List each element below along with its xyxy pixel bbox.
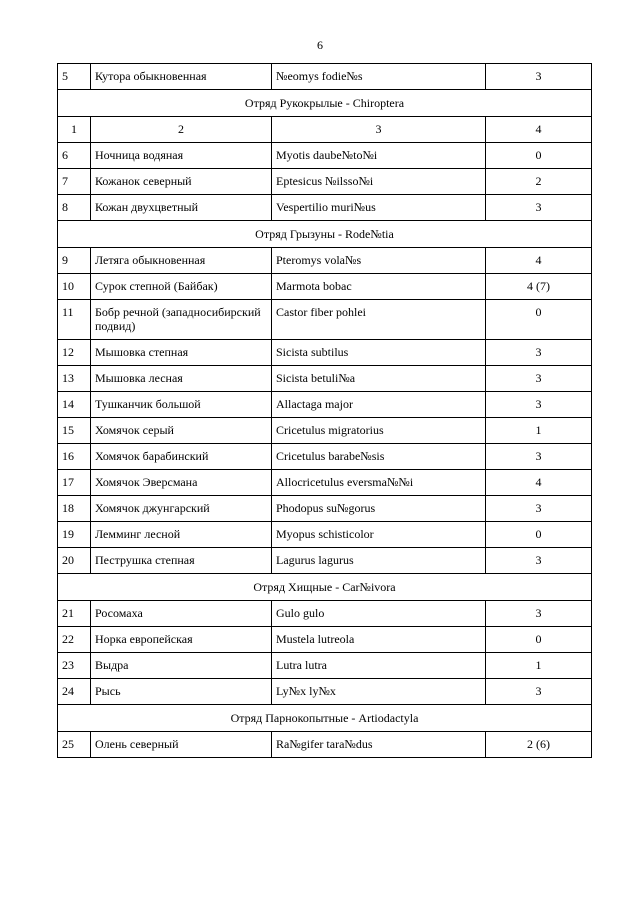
- category-cell: 0: [486, 627, 592, 653]
- table-row: [58, 340, 592, 366]
- table-row: [58, 732, 592, 758]
- row-number-cell: 8: [58, 195, 91, 221]
- row-number-cell: 18: [58, 496, 91, 522]
- section-title: Отряд Парнокопытные - Artiodactyla: [58, 705, 592, 732]
- category-cell: 4: [486, 248, 592, 274]
- page-number: 6: [317, 38, 323, 52]
- row-number-cell: 16: [58, 444, 91, 470]
- latin-name-cell: Ra№gifer tara№dus: [272, 732, 486, 758]
- table-row: [58, 548, 592, 574]
- category-cell: 3: [486, 679, 592, 705]
- table-row: [58, 601, 592, 627]
- latin-name-cell: Phodopus su№gorus: [272, 496, 486, 522]
- russian-name-cell: Олень северный: [91, 732, 272, 758]
- category-cell: 0: [486, 143, 592, 169]
- table-row: [58, 248, 592, 274]
- category-cell: 3: [486, 601, 592, 627]
- latin-name-cell: Lutra lutra: [272, 653, 486, 679]
- column-number-row: [58, 117, 592, 143]
- column-number-cell: 2: [91, 117, 272, 143]
- russian-name-cell: Хомячок серый: [91, 418, 272, 444]
- category-cell: 2: [486, 169, 592, 195]
- row-number-cell: 21: [58, 601, 91, 627]
- category-cell: 1: [486, 653, 592, 679]
- category-cell: 0: [486, 522, 592, 548]
- russian-name-cell: Летяга обыкновенная: [91, 248, 272, 274]
- table-row: [58, 392, 592, 418]
- row-number-cell: 19: [58, 522, 91, 548]
- row-number-cell: 6: [58, 143, 91, 169]
- table-row: [58, 64, 592, 90]
- category-cell: 1: [486, 418, 592, 444]
- row-number-cell: 11: [58, 300, 91, 340]
- table-row: [58, 522, 592, 548]
- latin-name-cell: Lagurus lagurus: [272, 548, 486, 574]
- russian-name-cell: Хомячок барабинский: [91, 444, 272, 470]
- latin-name-cell: Vespertilio muri№us: [272, 195, 486, 221]
- russian-name-cell: Лемминг лесной: [91, 522, 272, 548]
- category-cell: 3: [486, 444, 592, 470]
- latin-name-cell: Allactaga major: [272, 392, 486, 418]
- latin-name-cell: Cricetulus migratorius: [272, 418, 486, 444]
- table-row: [58, 418, 592, 444]
- latin-name-cell: Marmota bobac: [272, 274, 486, 300]
- latin-name-cell: Allocricetulus eversma№№i: [272, 470, 486, 496]
- russian-name-cell: Кутора обыкновенная: [91, 64, 272, 90]
- latin-name-cell: Myopus schisticolor: [272, 522, 486, 548]
- section-title: Отряд Грызуны - Rode№tia: [58, 221, 592, 248]
- category-cell: 3: [486, 64, 592, 90]
- latin-name-cell: Sicista subtilus: [272, 340, 486, 366]
- russian-name-cell: Хомячок Эверсмана: [91, 470, 272, 496]
- russian-name-cell: Кожанок северный: [91, 169, 272, 195]
- row-number-cell: 24: [58, 679, 91, 705]
- category-cell: 4: [486, 470, 592, 496]
- row-number-cell: 12: [58, 340, 91, 366]
- table-row: [58, 627, 592, 653]
- row-number-cell: 22: [58, 627, 91, 653]
- russian-name-cell: Бобр речной (западносибирский подвид): [91, 300, 272, 340]
- russian-name-cell: Хомячок джунгарский: [91, 496, 272, 522]
- table-row: [58, 496, 592, 522]
- russian-name-cell: Норка европейская: [91, 627, 272, 653]
- category-cell: 3: [486, 340, 592, 366]
- category-cell: 3: [486, 548, 592, 574]
- russian-name-cell: Пеструшка степная: [91, 548, 272, 574]
- table-row: [58, 679, 592, 705]
- row-number-cell: 14: [58, 392, 91, 418]
- category-cell: 3: [486, 496, 592, 522]
- table-row: [58, 300, 592, 340]
- row-number-cell: 25: [58, 732, 91, 758]
- row-number-cell: 7: [58, 169, 91, 195]
- section-row: [58, 90, 592, 117]
- russian-name-cell: Выдра: [91, 653, 272, 679]
- latin-name-cell: Eptesicus №ilsso№i: [272, 169, 486, 195]
- table-row: [58, 470, 592, 496]
- latin-name-cell: Sicista betuli№a: [272, 366, 486, 392]
- row-number-cell: 20: [58, 548, 91, 574]
- russian-name-cell: Мышовка лесная: [91, 366, 272, 392]
- latin-name-cell: №eomys fodie№s: [272, 64, 486, 90]
- table-row: [58, 195, 592, 221]
- latin-name-cell: Cricetulus barabe№sis: [272, 444, 486, 470]
- section-title: Отряд Хищные - Car№ivora: [58, 574, 592, 601]
- latin-name-cell: Myotis daube№to№i: [272, 143, 486, 169]
- species-table: [57, 63, 592, 758]
- russian-name-cell: Рысь: [91, 679, 272, 705]
- table-row: [58, 444, 592, 470]
- category-cell: 3: [486, 366, 592, 392]
- latin-name-cell: Ly№x ly№x: [272, 679, 486, 705]
- latin-name-cell: Pteromys vola№s: [272, 248, 486, 274]
- row-number-cell: 9: [58, 248, 91, 274]
- species-table-body: [58, 64, 592, 758]
- section-row: [58, 574, 592, 601]
- category-cell: 3: [486, 195, 592, 221]
- russian-name-cell: Кожан двухцветный: [91, 195, 272, 221]
- category-cell: 3: [486, 392, 592, 418]
- row-number-cell: 13: [58, 366, 91, 392]
- category-cell: 2 (6): [486, 732, 592, 758]
- latin-name-cell: Mustela lutreola: [272, 627, 486, 653]
- column-number-cell: 4: [486, 117, 592, 143]
- column-number-cell: 3: [272, 117, 486, 143]
- row-number-cell: 15: [58, 418, 91, 444]
- section-row: [58, 705, 592, 732]
- russian-name-cell: Росомаха: [91, 601, 272, 627]
- russian-name-cell: Мышовка степная: [91, 340, 272, 366]
- category-cell: 0: [486, 300, 592, 340]
- russian-name-cell: Ночница водяная: [91, 143, 272, 169]
- table-row: [58, 274, 592, 300]
- section-row: [58, 221, 592, 248]
- row-number-cell: 23: [58, 653, 91, 679]
- latin-name-cell: Gulo gulo: [272, 601, 486, 627]
- table-row: [58, 143, 592, 169]
- row-number-cell: 5: [58, 64, 91, 90]
- category-cell: 4 (7): [486, 274, 592, 300]
- table-row: [58, 366, 592, 392]
- latin-name-cell: Castor fiber pohlei: [272, 300, 486, 340]
- russian-name-cell: Тушканчик большой: [91, 392, 272, 418]
- row-number-cell: 17: [58, 470, 91, 496]
- russian-name-cell: Сурок степной (Байбак): [91, 274, 272, 300]
- row-number-cell: 10: [58, 274, 91, 300]
- column-number-cell: 1: [58, 117, 91, 143]
- table-row: [58, 653, 592, 679]
- section-title: Отряд Рукокрылые - Chiroptera: [58, 90, 592, 117]
- table-row: [58, 169, 592, 195]
